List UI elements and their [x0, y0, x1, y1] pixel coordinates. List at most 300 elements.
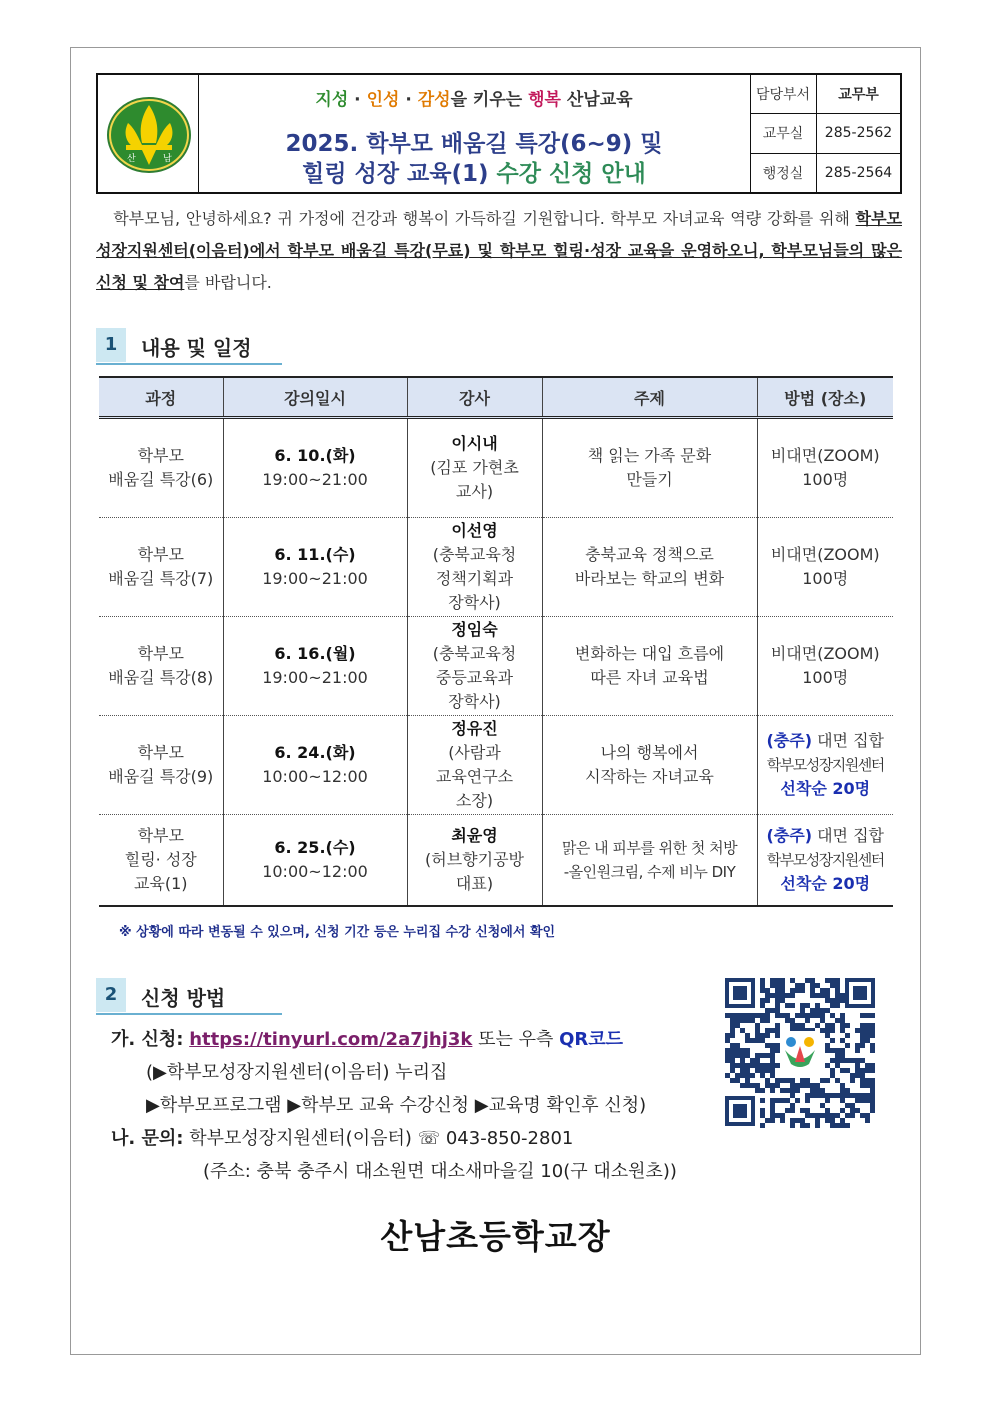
- qr-module: [845, 1123, 850, 1128]
- qr-module: [815, 1093, 820, 1098]
- header-box: [96, 73, 902, 194]
- table-row: [99, 617, 893, 716]
- qr-module: [750, 1018, 755, 1023]
- motto-part: 감성: [417, 90, 451, 110]
- method-cell: 비대면(ZOOM) 100명: [757, 518, 893, 617]
- qr-module: [870, 1098, 875, 1103]
- qr-module: [820, 993, 825, 998]
- intro-paragraph: [96, 203, 902, 299]
- qr-module: [775, 1078, 780, 1083]
- qr-module: [760, 1038, 765, 1043]
- qr-module: [755, 1038, 760, 1043]
- qr-module: [780, 988, 785, 993]
- qr-module: [755, 1068, 760, 1073]
- title-line-2: [198, 155, 750, 188]
- qr-module: [790, 1078, 795, 1083]
- qr-module: [830, 1123, 835, 1128]
- col-header: 주제: [542, 377, 757, 418]
- qr-module: [860, 1023, 865, 1028]
- qr-module: [805, 1013, 810, 1018]
- qr-module: [760, 1108, 765, 1113]
- date-cell: 6. 16.(월) 19:00~21:00: [223, 617, 407, 716]
- qr-module: [805, 978, 810, 983]
- qr-module: [835, 993, 840, 998]
- qr-module: [830, 1068, 835, 1073]
- col-header: 방법 (장소): [757, 377, 893, 418]
- qr-module: [805, 1078, 810, 1083]
- title-cell: [198, 75, 751, 192]
- qr-module: [830, 1038, 835, 1043]
- qr-module: [780, 1013, 785, 1018]
- qr-module: [735, 1053, 740, 1058]
- qr-module: [740, 1083, 745, 1088]
- qr-module: [790, 1123, 795, 1128]
- contact-info: [750, 75, 900, 192]
- motto-part: 지성: [315, 90, 349, 110]
- qr-module: [760, 998, 765, 1003]
- qr-module: [785, 1088, 790, 1093]
- qr-module: [730, 1063, 735, 1068]
- qr-module: [790, 988, 795, 993]
- qr-module: [805, 1093, 810, 1098]
- qr-module: [850, 1078, 855, 1083]
- qr-module: [755, 1013, 760, 1018]
- qr-center-logo-icon: [780, 1031, 820, 1071]
- qr-module: [850, 1073, 855, 1078]
- qr-module: [855, 1063, 860, 1068]
- qr-module: [865, 1078, 870, 1083]
- qr-module: [860, 1068, 865, 1073]
- qr-module: [805, 1123, 810, 1128]
- course-cell: 학부모 배움길 특강(7): [99, 518, 223, 617]
- motto: [198, 85, 750, 110]
- qr-module: [730, 1023, 735, 1028]
- qr-module: [805, 1108, 810, 1113]
- qr-module: [760, 983, 765, 988]
- qr-module: [840, 1058, 845, 1063]
- title-line-2a: 힐링 성장 교육(1): [302, 161, 497, 187]
- qr-module: [770, 1103, 775, 1108]
- method-cell: 비대면(ZOOM) 100명: [757, 418, 893, 518]
- qr-module: [775, 1043, 780, 1048]
- qr-module: [795, 1088, 800, 1093]
- qr-module: [780, 993, 785, 998]
- qr-module: [735, 1043, 740, 1048]
- qr-module: [725, 1038, 730, 1043]
- qr-module: [815, 1013, 820, 1018]
- qr-module: [820, 1078, 825, 1083]
- date-cell: 6. 25.(수) 10:00~12:00: [223, 815, 407, 907]
- apply-key: 가. 신청:: [111, 1029, 184, 1050]
- schedule-table: [99, 376, 893, 907]
- apply-line-1: [111, 1023, 677, 1056]
- qr-module: [865, 1028, 870, 1033]
- qr-module: [735, 1078, 740, 1083]
- qr-module: [825, 1028, 830, 1033]
- qr-module: [810, 988, 815, 993]
- qr-module: [840, 1018, 845, 1023]
- address-line: (주소: 충북 충주시 대소원면 대소새마을길 10(구 대소원초)): [203, 1161, 677, 1182]
- qr-module: [830, 1013, 835, 1018]
- qr-module: [770, 1053, 775, 1058]
- qr-module: [765, 1053, 770, 1058]
- lecturer-cell: 이선영 (충북교육청 정책기획과 장학사): [407, 518, 542, 617]
- qr-module: [760, 1013, 765, 1018]
- qr-module: [755, 1028, 760, 1033]
- qr-module: [855, 1093, 860, 1098]
- qr-module: [820, 1113, 825, 1118]
- qr-module: [870, 1088, 875, 1093]
- qr-module: [820, 1028, 825, 1033]
- qr-module: [825, 1113, 830, 1118]
- qr-module: [835, 1018, 840, 1023]
- schedule-note: ※ 상황에 따라 변동될 수 있으며, 신청 기간 등은 누리집 수강 신청에서 확인: [119, 925, 556, 940]
- qr-module: [795, 1098, 800, 1103]
- qr-module: [845, 1033, 850, 1038]
- qr-module: [750, 1063, 755, 1068]
- info-value: 285-2564: [824, 164, 893, 181]
- qr-module: [825, 1108, 830, 1113]
- qr-module: [765, 1033, 770, 1038]
- qr-module: [745, 1018, 750, 1023]
- table-header-row: [99, 377, 893, 418]
- qr-module: [770, 1068, 775, 1073]
- logo-cell: [98, 75, 199, 192]
- qr-code[interactable]: [723, 976, 877, 1128]
- qr-module: [780, 1113, 785, 1118]
- info-label: 행정실: [750, 153, 817, 192]
- qr-module: [870, 1078, 875, 1083]
- qr-module: [760, 1003, 765, 1008]
- qr-module: [760, 1098, 765, 1103]
- qr-module: [735, 1023, 740, 1028]
- qr-module: [815, 1083, 820, 1088]
- qr-module: [790, 1103, 795, 1108]
- qr-module: [790, 1093, 795, 1098]
- qr-module: [770, 1088, 775, 1093]
- section-number: 1: [96, 328, 126, 362]
- qr-module: [740, 1053, 745, 1058]
- qr-module: [825, 1033, 830, 1038]
- qr-module: [755, 1053, 760, 1058]
- qr-module: [860, 1078, 865, 1083]
- qr-module: [725, 1013, 730, 1018]
- qr-module: [730, 1033, 735, 1038]
- qr-module: [845, 1043, 850, 1048]
- qr-module: [775, 1098, 780, 1103]
- qr-module: [870, 1023, 875, 1028]
- qr-module: [785, 1108, 790, 1113]
- qr-module: [725, 1058, 730, 1063]
- qr-module: [865, 1038, 870, 1043]
- qr-module: [800, 1003, 805, 1008]
- qr-module: [810, 1093, 815, 1098]
- qr-module: [780, 1118, 785, 1123]
- qr-module: [825, 993, 830, 998]
- qr-module: [765, 1043, 770, 1048]
- col-header: 강사: [407, 377, 542, 418]
- qr-module: [830, 983, 835, 988]
- lecturer-cell: 정유진 (사람과 교육연구소 소장): [407, 716, 542, 815]
- intro-text-end: 를 바랍니다.: [184, 273, 272, 292]
- qr-module: [825, 998, 830, 1003]
- qr-module: [810, 993, 815, 998]
- method-cell: (충주) 대면 집합 학부모성장지원센터 선착순 20명: [757, 815, 893, 907]
- info-value: 285-2562: [817, 114, 901, 153]
- qr-module: [825, 978, 830, 983]
- qr-module: [790, 1083, 795, 1088]
- qr-module: [770, 993, 775, 998]
- qr-module: [835, 1123, 840, 1128]
- table-row: [99, 518, 893, 617]
- qr-module: [865, 1098, 870, 1103]
- qr-module: [825, 1063, 830, 1068]
- qr-module: [735, 1013, 740, 1018]
- qr-module: [805, 1003, 810, 1008]
- qr-module: [850, 1058, 855, 1063]
- qr-module: [765, 993, 770, 998]
- qr-module: [760, 1018, 765, 1023]
- qr-module: [800, 1118, 805, 1123]
- qr-module: [835, 983, 840, 988]
- qr-module: [725, 1073, 730, 1078]
- qr-module: [760, 1053, 765, 1058]
- qr-module: [810, 1013, 815, 1018]
- qr-module: [860, 1083, 865, 1088]
- qr-module: [730, 1043, 735, 1048]
- qr-module: [860, 1113, 865, 1118]
- qr-module: [790, 1003, 795, 1008]
- qr-module: [860, 1038, 865, 1043]
- qr-module: [840, 1098, 845, 1103]
- signature: 산남초등학교장: [380, 1217, 611, 1256]
- apply-link[interactable]: https://tinyurl.com/2a7jhj3k: [189, 1029, 473, 1050]
- qr-module: [870, 1083, 875, 1088]
- qr-module: [745, 1063, 750, 1068]
- qr-module: [805, 1113, 810, 1118]
- qr-module: [765, 1083, 770, 1088]
- qr-module: [830, 1048, 835, 1053]
- course-cell: 학부모 배움길 특강(6): [108, 446, 214, 489]
- qr-module: [820, 988, 825, 993]
- qr-finder-tl-icon: [725, 978, 755, 1008]
- qr-module: [815, 1123, 820, 1128]
- qr-module: [730, 1048, 735, 1053]
- qr-module: [775, 1028, 780, 1033]
- qr-module: [830, 1003, 835, 1008]
- qr-module: [795, 1083, 800, 1088]
- inquiry-key: 나. 문의:: [111, 1128, 184, 1149]
- qr-module: [830, 1073, 835, 1078]
- qr-module: [865, 1083, 870, 1088]
- qr-module: [790, 993, 795, 998]
- motto-sep: ·: [399, 90, 418, 110]
- qr-module: [740, 1028, 745, 1033]
- apply-mid: 또는 우측: [472, 1029, 560, 1050]
- qr-module: [770, 1108, 775, 1113]
- qr-module: [775, 1033, 780, 1038]
- qr-module: [770, 1118, 775, 1123]
- qr-module: [770, 1083, 775, 1088]
- qr-module: [745, 1083, 750, 1088]
- qr-module: [820, 1018, 825, 1023]
- logo-char-right: 남: [163, 154, 172, 164]
- info-label: 담당부서: [750, 75, 817, 114]
- contact-table: [750, 75, 900, 192]
- qr-module: [770, 1058, 775, 1063]
- qr-module: [835, 998, 840, 1003]
- qr-module: [790, 1023, 795, 1028]
- section-title: 신청 방법: [141, 986, 226, 1010]
- qr-module: [805, 1083, 810, 1088]
- qr-module: [785, 1013, 790, 1018]
- school-logo: [106, 95, 192, 175]
- qr-module: [835, 988, 840, 993]
- qr-module: [780, 1088, 785, 1093]
- qr-module: [740, 1018, 745, 1023]
- apply-line-3: ▶학부모프로그램 ▶학부모 교육 수강신청 ▶교육명 확인후 신청): [146, 1095, 647, 1116]
- qr-module: [780, 978, 785, 983]
- motto-sep: ·: [348, 90, 367, 110]
- method-cell: 비대면(ZOOM) 100명: [757, 617, 893, 716]
- qr-module: [795, 1023, 800, 1028]
- qr-module: [735, 1073, 740, 1078]
- qr-module: [765, 1078, 770, 1083]
- col-header: 강의일시: [223, 377, 407, 418]
- qr-module: [800, 1108, 805, 1113]
- qr-module: [765, 1008, 770, 1013]
- qr-module: [770, 1043, 775, 1048]
- qr-module: [840, 1083, 845, 1088]
- qr-module: [790, 1018, 795, 1023]
- qr-module: [815, 1008, 820, 1013]
- qr-finder-bl-icon: [725, 1096, 755, 1126]
- qr-module: [785, 1078, 790, 1083]
- qr-module: [825, 1008, 830, 1013]
- qr-module: [805, 1018, 810, 1023]
- qr-module: [775, 1023, 780, 1028]
- qr-module: [835, 1058, 840, 1063]
- qr-module: [850, 1113, 855, 1118]
- qr-module: [770, 1098, 775, 1103]
- qr-module: [840, 1053, 845, 1058]
- date-cell: 6. 10.(화) 19:00~21:00: [223, 418, 407, 518]
- qr-module: [870, 1103, 875, 1108]
- qr-module: [860, 1098, 865, 1103]
- qr-module: [800, 1123, 805, 1128]
- qr-module: [770, 1063, 775, 1068]
- qr-module: [840, 1093, 845, 1098]
- qr-module: [770, 1073, 775, 1078]
- qr-module: [765, 1063, 770, 1068]
- qr-module: [810, 1083, 815, 1088]
- qr-module: [865, 1068, 870, 1073]
- qr-module: [870, 1043, 875, 1048]
- qr-module: [795, 1118, 800, 1123]
- qr-module: [870, 1013, 875, 1018]
- qr-module: [835, 1063, 840, 1068]
- qr-module: [775, 1003, 780, 1008]
- qr-module: [760, 978, 765, 983]
- qr-module: [795, 983, 800, 988]
- qr-module: [795, 988, 800, 993]
- qr-module: [870, 1068, 875, 1073]
- qr-module: [825, 1098, 830, 1103]
- qr-module: [845, 1023, 850, 1028]
- qr-module: [855, 1068, 860, 1073]
- qr-module: [765, 988, 770, 993]
- qr-module: [800, 1083, 805, 1088]
- qr-module: [770, 983, 775, 988]
- motto-part: 산남교육: [560, 90, 633, 110]
- qr-module: [775, 988, 780, 993]
- qr-module: [855, 1108, 860, 1113]
- qr-module: [825, 1078, 830, 1083]
- qr-module: [840, 1123, 845, 1128]
- qr-module: [850, 1103, 855, 1108]
- qr-module: [805, 1098, 810, 1103]
- qr-module: [825, 1048, 830, 1053]
- qr-module: [840, 1028, 845, 1033]
- qr-module: [765, 998, 770, 1003]
- qr-module: [780, 983, 785, 988]
- table-row: [99, 418, 893, 518]
- qr-module: [760, 1063, 765, 1068]
- qr-module: [825, 1043, 830, 1048]
- qr-module: [760, 1123, 765, 1128]
- qr-module: [775, 993, 780, 998]
- qr-module: [755, 1058, 760, 1063]
- qr-module: [870, 1093, 875, 1098]
- qr-module: [745, 1048, 750, 1053]
- qr-module: [840, 998, 845, 1003]
- inquiry-line: [111, 1122, 677, 1155]
- qr-module: [825, 1118, 830, 1123]
- qr-module: [760, 1073, 765, 1078]
- qr-module: [830, 1113, 835, 1118]
- qr-module: [780, 1098, 785, 1103]
- qr-module: [745, 1033, 750, 1038]
- topic-cell: 변화하는 대입 흐름에 따른 자녀 교육법: [542, 617, 757, 716]
- qr-module: [800, 1008, 805, 1013]
- qr-module: [775, 1083, 780, 1088]
- course-cell: 학부모 힐링· 성장 교육(1): [99, 815, 223, 907]
- qr-module: [830, 1093, 835, 1098]
- topic-cell: 충북교육 정책으로 바라보는 학교의 변화: [542, 518, 757, 617]
- qr-module: [820, 1088, 825, 1093]
- qr-module: [860, 1043, 865, 1048]
- qr-module: [825, 1093, 830, 1098]
- qr-label: QR코드: [559, 1029, 624, 1050]
- qr-module: [870, 1028, 875, 1033]
- qr-module: [770, 1113, 775, 1118]
- qr-finder-tr-icon: [845, 978, 875, 1008]
- table-row: [99, 815, 893, 907]
- qr-module: [835, 1078, 840, 1083]
- lecturer-cell: 최윤영 (허브향기공방 대표): [407, 815, 542, 907]
- qr-module: [865, 1063, 870, 1068]
- qr-module: [825, 1023, 830, 1028]
- qr-module: [735, 1048, 740, 1053]
- qr-module: [800, 988, 805, 993]
- qr-module: [765, 1068, 770, 1073]
- qr-module: [840, 1048, 845, 1053]
- qr-module: [765, 1028, 770, 1033]
- qr-module: [840, 1013, 845, 1018]
- qr-module: [830, 1118, 835, 1123]
- qr-module: [800, 1013, 805, 1018]
- qr-module: [870, 1033, 875, 1038]
